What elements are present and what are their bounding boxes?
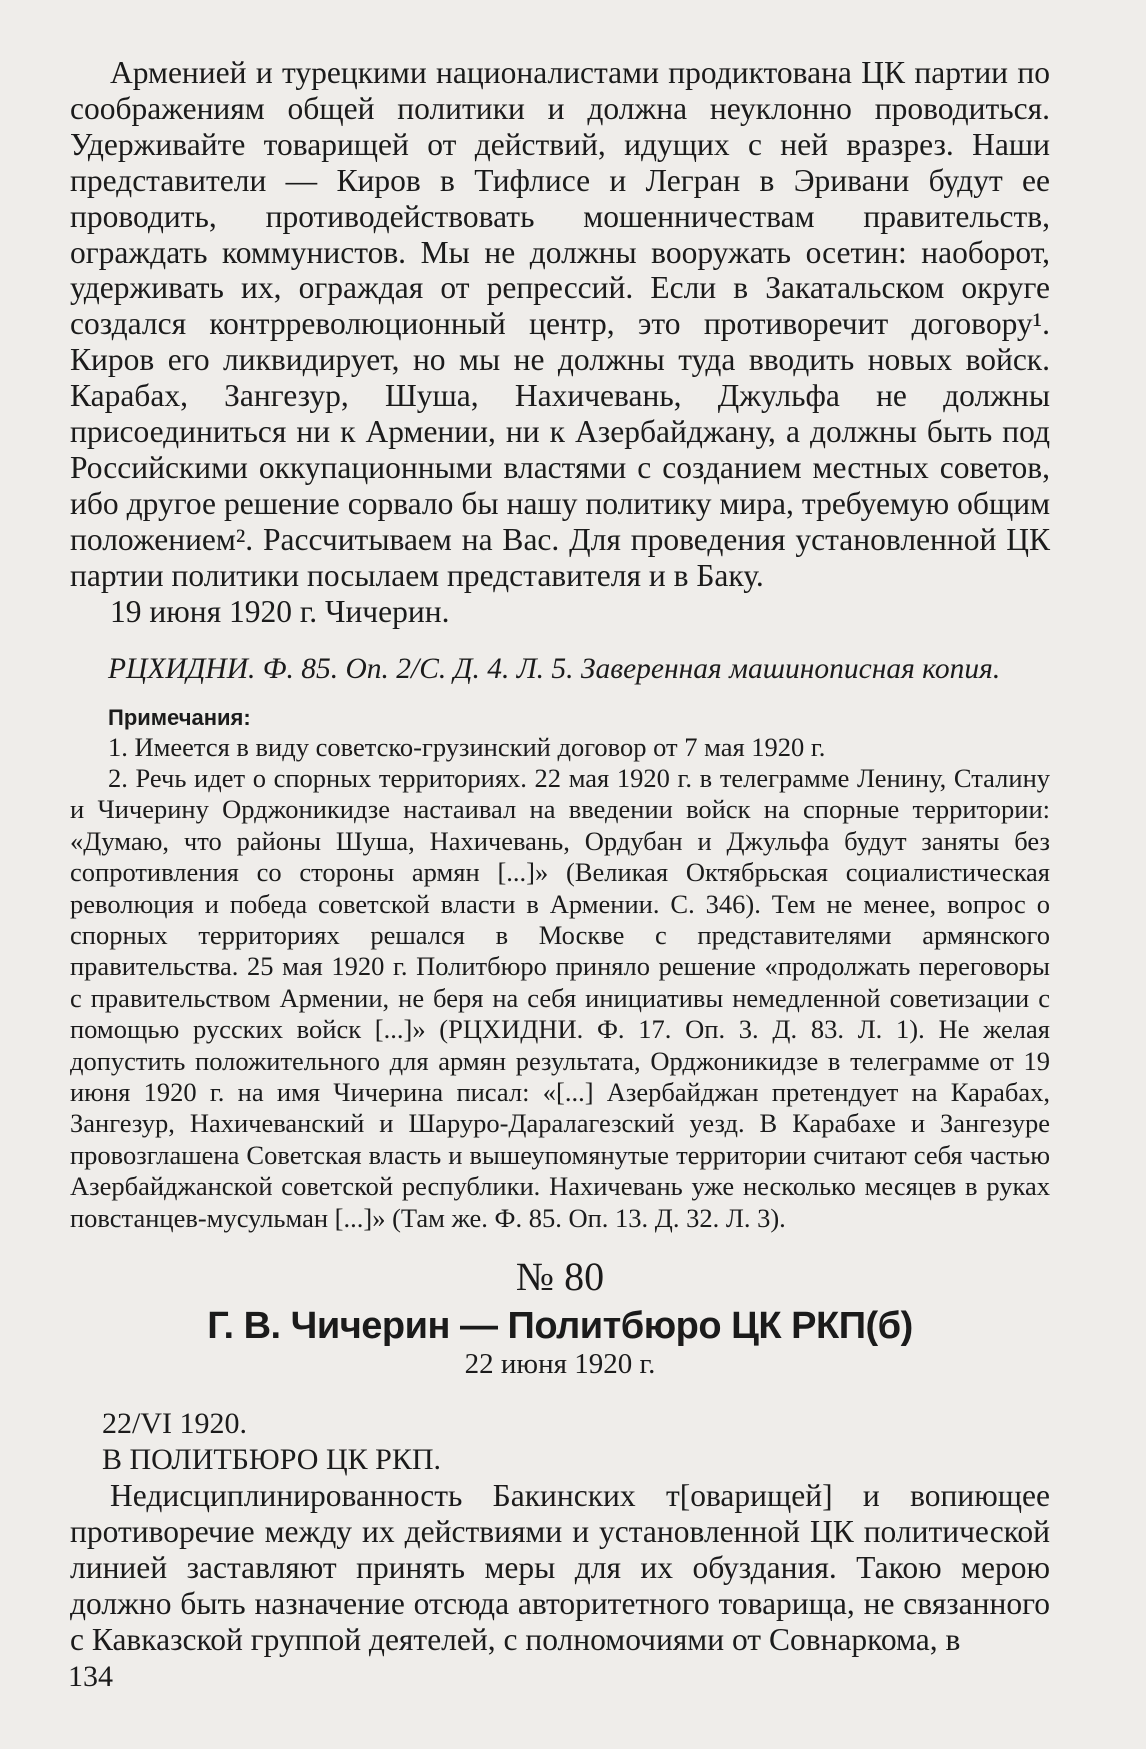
- document-title: Г. В. Чичерин — Политбюро ЦК РКП(б): [207, 1305, 913, 1348]
- letter-date: 22/VI 1920.: [102, 1407, 247, 1441]
- note-item: 2. Речь идет о спорных территориях. 22 мая 1920 г. в телеграмме Ленину, Сталину и Чичерину Орджоникидзе настаивал на введении войск на спорные территории: «Думаю, что районы Шуша, Нахичевань, Ордубан и Джульфа будут заняты без сопротивления со стороны армян [...]» (Великая Октябрьская социалистическая революция и победа советской власти в Армении. С. 346). Тем не менее, вопрос о спорных территориях решался в Москве с представителями армянского правительства. 25 мая 1920 г. Политбюро приняло решение «продолжать переговоры с правительством Армении, не беря на себя инициативы немедленной советизации с помощью русских войск [...]» (РЦХИДНИ. Ф. 17. Оп. 3. Д. 83. Л. 1). Не желая допустить положительного для армян результата, Орджоникидзе в телеграмме от 19 июня 1920 г. на имя Чичерина писал: «[...] Азербайджан претендует на Карабах, Зангезур, Нахичеванский и Шаруро-Даралагезский уезд. В Карабахе и Зангезуре провозглашена Советская власть и вышеупомянутые территории считают себя частью Азербайджанской советской республики. Нахичевань уже несколько месяцев в руках повстанцев-мусульман [...]» (Там же. Ф. 85. Оп. 13. Д. 32. Л. 3).: [70, 763, 1050, 1233]
- signature-line: 19 июня 1920 г. Чичерин.: [110, 593, 450, 629]
- page-content: [70, 55, 1050, 1658]
- note-item: 1. Имеется в виду советско-грузинский договор от 7 мая 1920 г.: [108, 731, 826, 762]
- document-date: 22 июня 1920 г.: [464, 1348, 656, 1381]
- page-number: 134: [68, 1660, 113, 1693]
- letter-addressee: В ПОЛИТБЮРО ЦК РКП.: [102, 1443, 441, 1477]
- notes-heading: Примечания:: [108, 704, 251, 730]
- letter-body: Недисциплинированность Бакинских т[оварищей] и вопиющее противоречие между их действиями и установленной ЦК политической линией заставляют принять меры для их обуздания. Такою мерою должно быть назначение отсюда авторитетного товарища, не связанного с Кавказской группой деятелей, с полномочиями от Совнаркома, в: [70, 1478, 1050, 1657]
- document-number: № 80: [515, 1254, 605, 1300]
- body-paragraph: Арменией и турецкими националистами продиктована ЦК партии по соображениям общей политики и должна неуклонно проводиться. Удерживайте товарищей от действий, идущих с ней вразрез. Наши представители — Киров в Тифлисе и Легран в Эривани будут ее проводить, противодействовать мошенничествам правительств, ограждать коммунистов. Мы не должны вооружать осетин: наоборот, удерживать их, ограждая от репрессий. Если в Закатальском округе создался контрреволюционный центр, это противоречит договору¹. Киров его ликвидирует, но мы не должны туда вводить новых войск. Карабах, Зангезур, Шуша, Нахичевань, Джульфа не должны присоединиться ни к Армении, ни к Азербайджану, а должны быть под Российскими оккупационными властями с созданием местных советов, ибо другое решение сорвало бы нашу политику мира, требуемую общим положением². Рассчитываем на Вас. Для проведения установленной ЦК партии политики посылаем представителя и в Баку.: [70, 55, 1050, 593]
- archive-reference: РЦХИДНИ. Ф. 85. Оп. 2/С. Д. 4. Л. 5. Заверенная машинописная копия.: [108, 652, 1001, 685]
